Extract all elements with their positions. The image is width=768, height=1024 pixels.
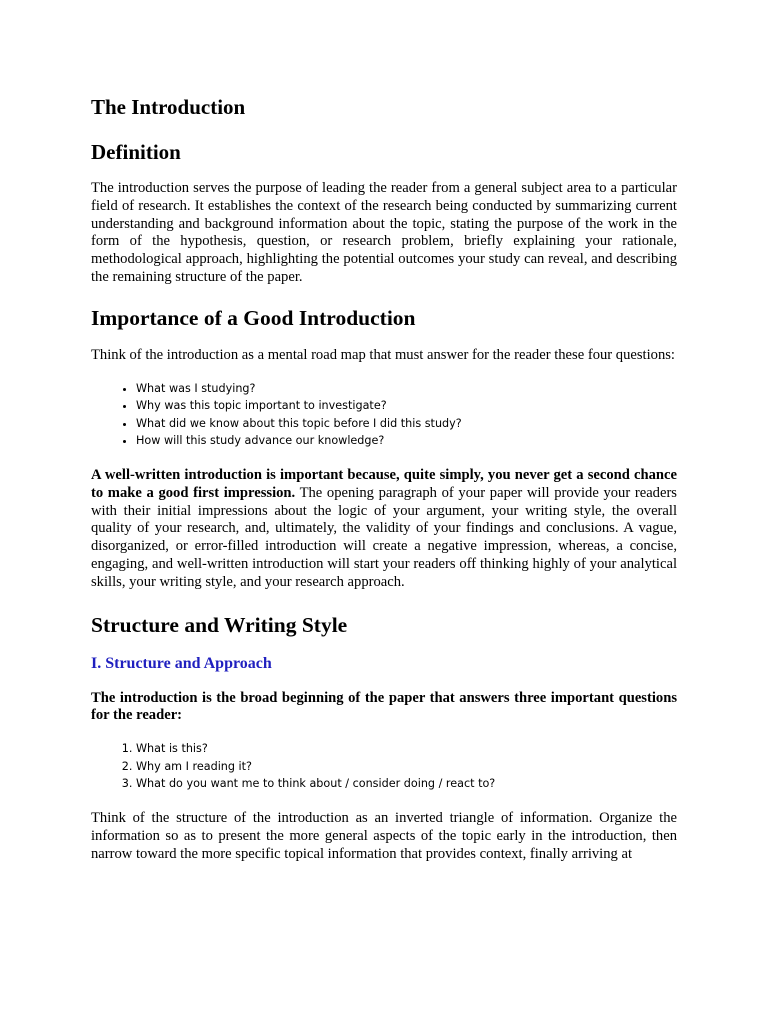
well-written-paragraph xyxy=(91,467,677,592)
list-item: 3. What do you want me to think about / consider doing / react to? xyxy=(136,775,677,793)
well-written-lead: A well-written introduction is important because, quite simply, you never get a second chance to make a good first impression. xyxy=(91,466,677,501)
document-page xyxy=(91,94,677,863)
structure-subheading: I. Structure and Approach xyxy=(91,654,272,672)
structure-heading: Structure and Writing Style xyxy=(91,612,348,637)
importance-heading: Importance of a Good Introduction xyxy=(91,305,416,330)
importance-intro-paragraph: Think of the introduction as a mental road map that must answer for the reader these four questions: xyxy=(91,346,675,363)
reader-questions-list xyxy=(91,740,677,793)
list-item: • Why was this topic important to investigate? xyxy=(136,397,677,415)
list-item: • What was I studying? xyxy=(136,380,677,398)
document-title: The Introduction xyxy=(91,95,246,119)
structure-bold-intro-text: The introduction is the broad beginning of the paper that answers three important questions for the reader: xyxy=(91,689,677,724)
four-questions-list xyxy=(91,380,677,450)
list-item: 1. What is this? xyxy=(136,740,677,758)
list-item: 2. Why am I reading it? xyxy=(136,758,677,776)
structure-bold-intro xyxy=(91,690,677,726)
list-item: • What did we know about this topic before I did this study? xyxy=(136,415,677,433)
well-written-rest: The opening paragraph of your paper will provide your readers with their initial impressions about the logic of your argument, your writing style, the overall quality of your research, and, ultimately, the validity of your findings and conclusions. A vague, disorganized, or error-filled introduction will create a negative impression, whereas, a concise, engaging, and well-written introduction will start your readers off thinking highly of your analytical skills, your writing style, and your research approach. xyxy=(91,484,677,590)
list-item: • How will this study advance our knowledge? xyxy=(136,432,677,450)
triangle-paragraph: Think of the structure of the introduction as an inverted triangle of information. Organize the information so as to present the more general aspects of the topic early in the introduction, then narrow toward the more specific topical information that provides context, finally arriving at xyxy=(91,809,677,862)
definition-heading: Definition xyxy=(91,140,181,164)
definition-paragraph: The introduction serves the purpose of leading the reader from a general subject area to a particular field of research. It establishes the context of the research being conducted by summarizing current understanding and background information about the topic, stating the purpose of the work in the form of the hypothesis, question, or research problem, briefly explaining your rationale, methodological approach, highlighting the potential outcomes your study can reveal, and describing the remaining structure of the paper. xyxy=(91,180,677,285)
